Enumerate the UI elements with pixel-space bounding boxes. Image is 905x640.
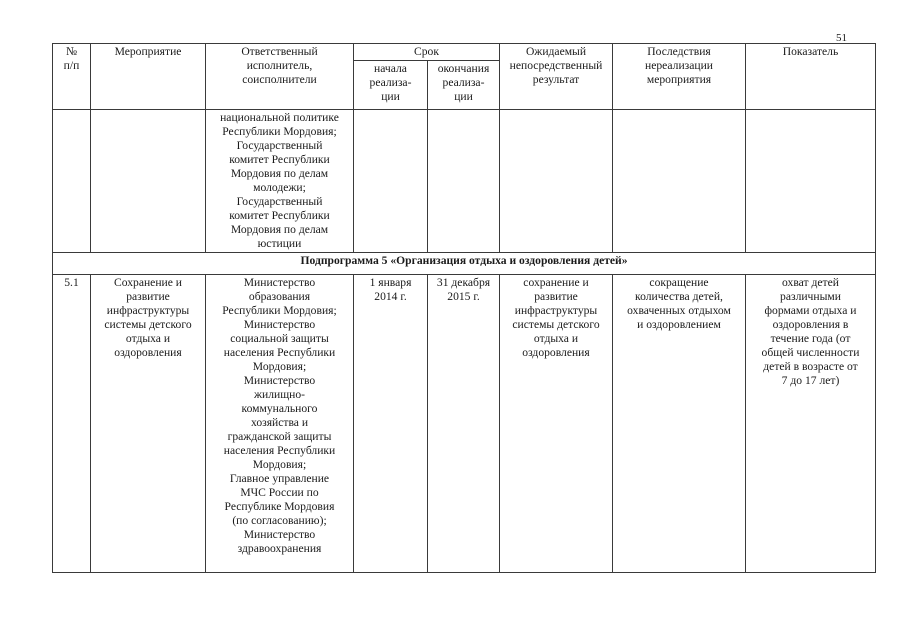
subprogram-row [53, 253, 876, 275]
row-num: 5.1 [53, 275, 91, 573]
row-indicator: охват детей различными формами отдыха и оздоровления в течение года (от общей численности детей в возрасте от 7 до 17 лет) [746, 275, 876, 573]
subprogram-title: Подпрограмма 5 «Организация отдыха и оздоровления детей» [53, 253, 876, 275]
table-row [53, 275, 876, 573]
page-number: 51 [836, 32, 847, 44]
cont-responsible-cell: национальной политике Республики Мордовия; Государственный комитет Республики Мордовия по делам молодежи; Государственный комитет Республики Мордовия по делам юстиции [206, 110, 354, 253]
program-table [52, 43, 876, 573]
cont-expected-cell [500, 110, 613, 253]
row-responsible: Министерство образования Республики Мордовия; Министерство социальной защиты населения Республики Мордовия; Министерство жилищно- коммунального хозяйства и гражданской защиты населения Республики Мордовия; Главное управление МЧС России по Республике Мордовия (по согласованию); Министерство здравоохранения [206, 275, 354, 573]
header-indicator: Показатель [746, 44, 876, 110]
row-consequences: сокращение количества детей, охваченных отдыхом и оздоровлением [613, 275, 746, 573]
row-start-date: 1 января 2014 г. [354, 275, 428, 573]
header-num: № п/п [53, 44, 91, 110]
cont-consequences-cell [613, 110, 746, 253]
header-responsible: Ответственный исполнитель, соисполнители [206, 44, 354, 110]
cont-indicator-cell [746, 110, 876, 253]
row-expected-result: сохранение и развитие инфраструктуры системы детского отдыха и оздоровления [500, 275, 613, 573]
cont-event-cell [91, 110, 206, 253]
cont-start-cell [354, 110, 428, 253]
header-event: Мероприятие [91, 44, 206, 110]
cont-num-cell [53, 110, 91, 253]
header-consequences: Последствия нереализации мероприятия [613, 44, 746, 110]
row-event: Сохранение и развитие инфраструктуры системы детского отдыха и оздоровления [91, 275, 206, 573]
header-term-end: окончания реализа- ции [428, 61, 500, 110]
continuation-row [53, 110, 876, 253]
header-term: Срок [354, 44, 500, 61]
header-expected-result: Ожидаемый непосредственный результат [500, 44, 613, 110]
cont-end-cell [428, 110, 500, 253]
row-end-date: 31 декабря 2015 г. [428, 275, 500, 573]
header-row [53, 44, 876, 61]
header-term-start: начала реализа- ции [354, 61, 428, 110]
